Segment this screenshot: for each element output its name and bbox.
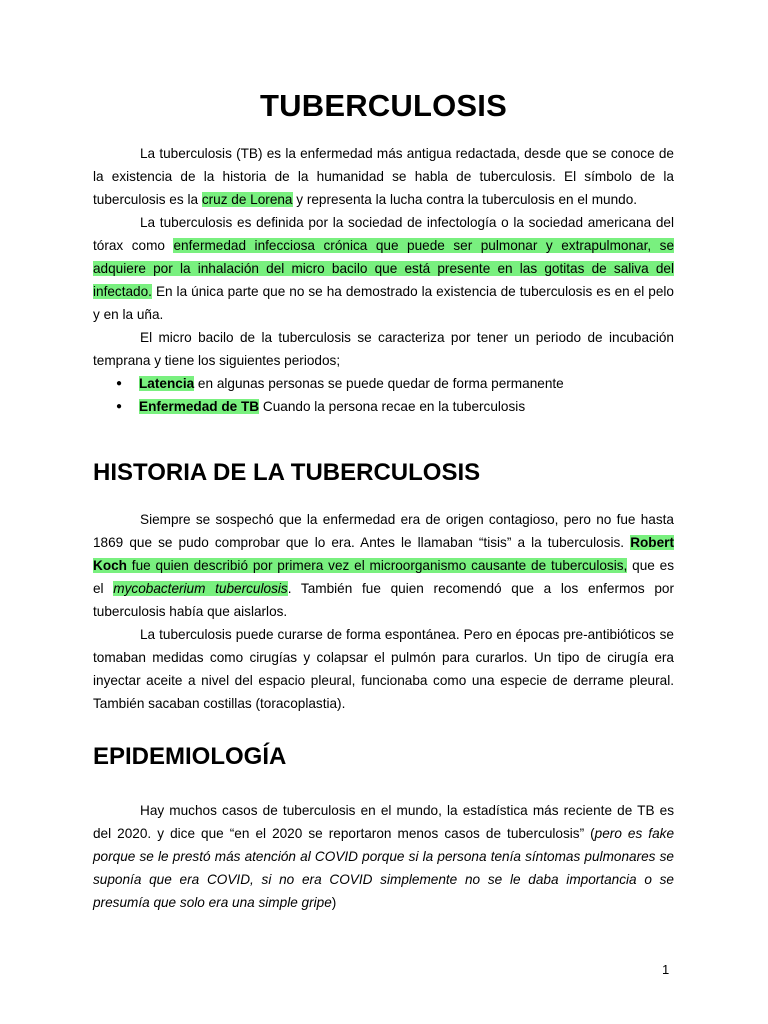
list-text: Cuando la persona recae en la tuberculosis — [259, 399, 526, 414]
spacer — [93, 715, 674, 742]
intro-paragraph-1 — [93, 142, 674, 211]
intro-paragraph-2 — [93, 211, 674, 326]
spacer — [93, 418, 674, 458]
document-body — [93, 84, 674, 914]
list-term: Enfermedad de TB — [139, 399, 260, 414]
spacer — [93, 128, 674, 142]
list-term: Latencia — [139, 376, 195, 391]
italic-comment: pero es fake porque se le prestó más atención al COVID porque si la persona tenía síntomas pulmonares se suponía que era COVID, si no era COVID simplemente no se le daba importancia o se presumía que solo era una simple gripe — [93, 826, 675, 910]
text-run: Hay muchos casos de tuberculosis en el mundo, la estadística más reciente de TB es del 2020. y dice que “en el 2020 se reportaron menos casos de tuberculosis” ( — [93, 803, 674, 841]
spacer — [93, 488, 674, 508]
text-run: La tuberculosis es definida por la sociedad de infectología o la sociedad americana del tórax como — [93, 215, 674, 253]
text-run: Siempre se sospechó que la enfermedad era de origen contagioso, pero no fue hasta 1869 que se pudo comprobar que lo era. Antes le llamaban “tisis” a la tuberculosis. — [93, 512, 674, 550]
text-run: fue quien describió por primera vez el microorganismo causante de tuberculosis, — [126, 558, 628, 573]
text-run: ) — [331, 895, 337, 910]
text-run: que es el — [93, 558, 674, 596]
bullet-icon: ● — [116, 401, 123, 412]
section-heading-historia: HISTORIA DE LA TUBERCULOSIS — [93, 459, 481, 486]
text-run: y representa la lucha contra la tuberculosis en el mundo. — [292, 192, 638, 207]
list-item — [93, 395, 674, 418]
list-text: en algunas personas se puede quedar de forma permanente — [194, 376, 564, 391]
text-run: La tuberculosis (TB) es la enfermedad más antigua redactada, desde que se conoce de la existencia de la historia de la humanidad se habla de tuberculosis. El símbolo de la tuberculosis es la — [93, 146, 674, 207]
text-run: . También fue quien recomendó que a los enfermos por tuberculosis había que aislarlos. — [93, 581, 674, 619]
text-run: En la única parte que no se ha demostrado la existencia de tuberculosis es en el pelo y en la uña. — [93, 284, 674, 322]
list-item — [93, 372, 674, 395]
epidemiologia-paragraph-1 — [93, 799, 674, 914]
page-number: 1 — [662, 962, 670, 977]
bullet-icon: ● — [116, 378, 123, 389]
bold-name: Robert Koch — [93, 535, 674, 573]
highlight-cruz-de-lorena: cruz de Lorena — [201, 192, 293, 207]
highlight-species-name: mycobacterium tuberculosis — [113, 581, 288, 596]
intro-paragraph-3: El micro bacilo de la tuberculosis se caracteriza por tener un periodo de incubación temprana y tiene los siguientes periodos; — [93, 330, 674, 368]
historia-paragraph-2: La tuberculosis puede curarse de forma espontánea. Pero en épocas pre-antibióticos se tomaban medidas como cirugías y colapsar el pulmón para curarlos. Un tipo de cirugía era inyectar aceite a nivel del espacio pleural, funcionaba como una especie de derrame pleural. También sacaban costillas (toracoplastia). — [93, 627, 674, 711]
section-heading-epidemiologia: EPIDEMIOLOGÍA — [93, 743, 287, 770]
highlight-definition: enfermedad infecciosa crónica que puede ser pulmonar y extrapulmonar, se adquiere por la inhalación del micro bacilo que está presente en las gotitas de saliva del infectado. — [93, 238, 675, 299]
spacer — [93, 772, 674, 799]
historia-paragraph-1 — [93, 508, 674, 623]
document-title: TUBERCULOSIS — [260, 88, 507, 123]
periods-list — [93, 372, 674, 418]
